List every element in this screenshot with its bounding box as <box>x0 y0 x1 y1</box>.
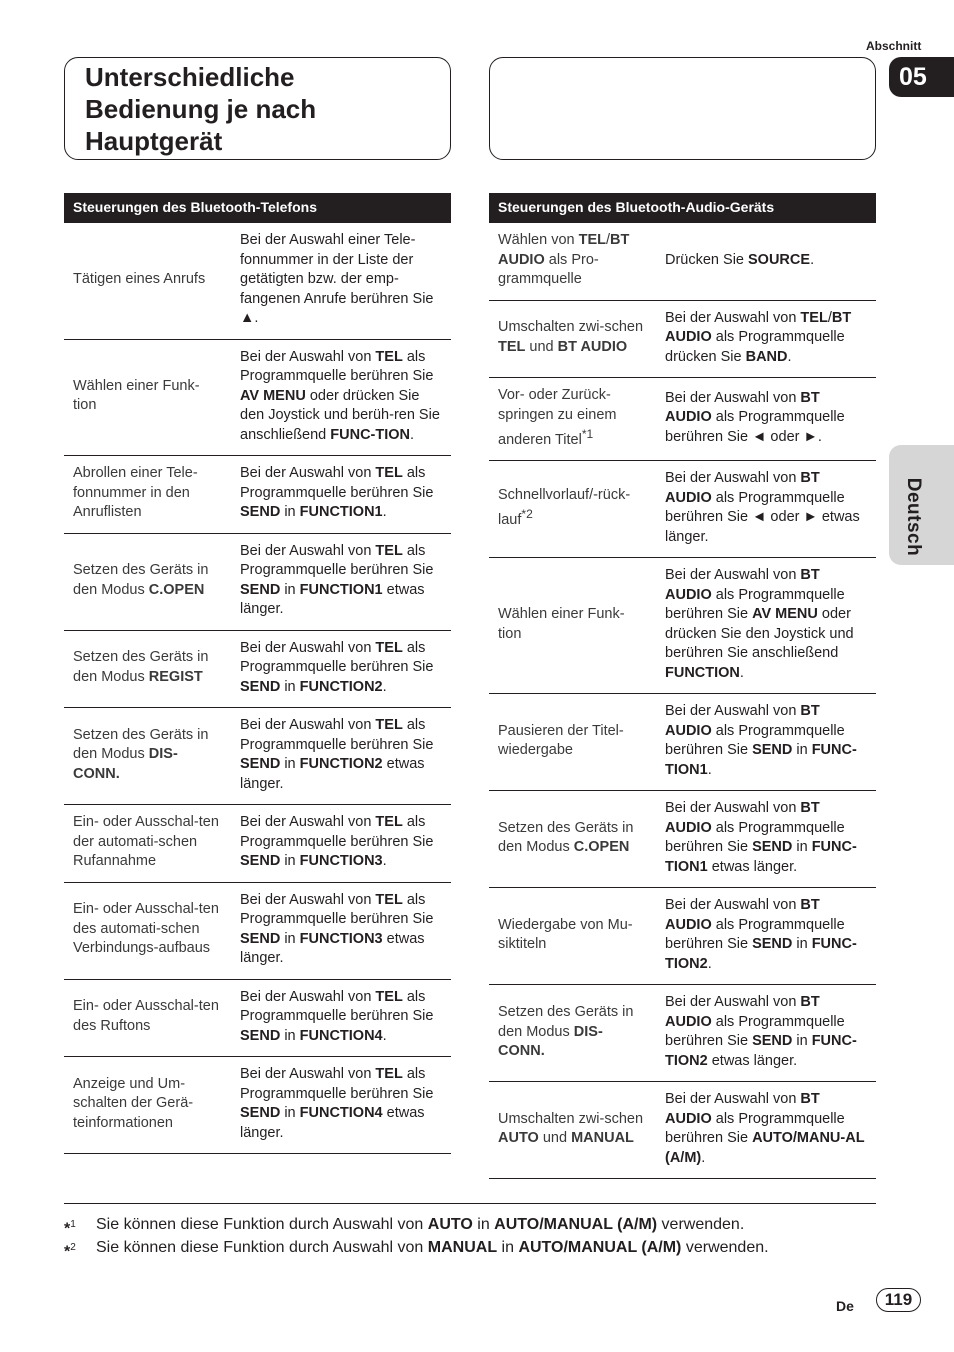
operation-cell: Bei der Auswahl von BT AUDIO als Programmquelle berühren Sie ◄ oder ► etwas länger. <box>656 461 876 558</box>
function-cell: Wählen einer Funk-tion <box>64 339 231 456</box>
operation-cell: Bei der Auswahl einer Tele-fonnummer in der Liste der getätigten bzw. der emp-fangenen Anrufe berühren Sie ▲. <box>231 223 451 339</box>
table-row <box>64 979 451 1057</box>
table-row <box>489 461 876 558</box>
function-cell: Wählen von TEL/BT AUDIO als Pro-grammquelle <box>489 223 656 300</box>
table-row <box>64 708 451 805</box>
table-header: Steuerungen des Bluetooth-Audio-Geräts <box>489 193 876 223</box>
operation-cell: Bei der Auswahl von TEL als Programmquelle berühren Sie SEND in FUNCTION4. <box>231 979 451 1057</box>
section-label: Abschnitt <box>866 39 922 53</box>
bluetooth-audio-controls-table <box>489 193 876 1179</box>
table-row <box>64 223 451 339</box>
operation-cell: Bei der Auswahl von TEL als Programmquelle berühren Sie SEND in FUNCTION2 etwas länger. <box>231 708 451 805</box>
operation-cell: Bei der Auswahl von BT AUDIO als Programmquelle berühren Sie SEND in FUNC-TION2 etwas länger. <box>656 985 876 1082</box>
table-row <box>489 558 876 694</box>
function-cell: Umschalten zwi-schen AUTO und MANUAL <box>489 1082 656 1179</box>
bluetooth-phone-controls-table <box>64 193 451 1154</box>
table-row <box>489 888 876 985</box>
language-code: De <box>836 1298 854 1314</box>
operation-cell: Bei der Auswahl von BT AUDIO als Programmquelle berühren Sie ◄ oder ►. <box>656 378 876 461</box>
table-row <box>489 694 876 791</box>
table-header: Steuerungen des Bluetooth-Telefons <box>64 193 451 223</box>
function-cell: Ein- oder Ausschal-ten der automati-schen Rufannahme <box>64 805 231 883</box>
function-cell: Tätigen eines Anrufs <box>64 223 231 339</box>
operation-cell: Bei der Auswahl von TEL als Programmquelle berühren Sie SEND in FUNCTION2. <box>231 630 451 708</box>
language-side-tab <box>889 445 954 565</box>
table-row <box>64 456 451 534</box>
table-row <box>489 791 876 888</box>
operation-cell: Drücken Sie SOURCE. <box>656 223 876 300</box>
title-box <box>64 57 451 160</box>
chapter-number-tab: 05 <box>889 57 954 97</box>
language-label: Deutsch <box>903 477 924 557</box>
operation-cell: Bei der Auswahl von BT AUDIO als Programmquelle berühren Sie SEND in FUNC-TION1. <box>656 694 876 791</box>
function-cell: Umschalten zwi-schen TEL und BT AUDIO <box>489 300 656 378</box>
function-cell: Abrollen einer Tele-fonnummer in den Anruflisten <box>64 456 231 534</box>
operation-cell: Bei der Auswahl von TEL als Programmquelle berühren Sie SEND in FUNCTION3. <box>231 805 451 883</box>
function-cell: Ein- oder Ausschal-ten des Ruftons <box>64 979 231 1057</box>
operation-cell: Bei der Auswahl von TEL als Programmquelle berühren Sie AV MENU oder drücken Sie den Joystick und berüh-ren Sie anschließend FUNC-TION. <box>231 339 451 456</box>
function-cell: Setzen des Geräts in den Modus C.OPEN <box>64 533 231 630</box>
table-row <box>489 1082 876 1179</box>
function-cell: Ein- oder Ausschal-ten des automati-schen Verbindungs-aufbaus <box>64 882 231 979</box>
empty-title-box <box>489 57 876 160</box>
footnote-marker: *$^1$ <box>64 1219 76 1238</box>
table-row <box>64 630 451 708</box>
function-cell: Vor- oder Zurück-springen zu einem anderen Titel$^{*1}$ <box>489 378 656 461</box>
operation-cell: Bei der Auswahl von BT AUDIO als Programmquelle berühren Sie SEND in FUNC-TION1 etwas länger. <box>656 791 876 888</box>
function-cell: Setzen des Geräts in den Modus DIS-CONN. <box>489 985 656 1082</box>
page-title: Unterschiedliche Bedienung je nach Hauptgerät <box>85 62 317 156</box>
footnote-divider <box>64 1203 876 1204</box>
operation-cell: Bei der Auswahl von BT AUDIO als Programmquelle berühren Sie AUTO/MANU-AL (A/M). <box>656 1082 876 1179</box>
operation-cell: Bei der Auswahl von TEL als Programmquelle berühren Sie SEND in FUNCTION1 etwas länger. <box>231 533 451 630</box>
operation-cell: Bei der Auswahl von TEL als Programmquelle berühren Sie SEND in FUNCTION3 etwas länger. <box>231 882 451 979</box>
function-cell: Setzen des Geräts in den Modus C.OPEN <box>489 791 656 888</box>
footnote-text: Sie können diese Funktion durch Auswahl von AUTO in AUTO/MANUAL (A/M) verwenden. <box>96 1216 745 1233</box>
table-row <box>489 985 876 1082</box>
function-cell: Pausieren der Titel-wiedergabe <box>489 694 656 791</box>
operation-cell: Bei der Auswahl von TEL/BT AUDIO als Programmquelle drücken Sie BAND. <box>656 300 876 378</box>
table-row <box>64 1057 451 1154</box>
table-row <box>64 339 451 456</box>
function-cell: Wählen einer Funk-tion <box>489 558 656 694</box>
footnote-marker: *$^2$ <box>64 1242 76 1261</box>
table-row <box>489 300 876 378</box>
table-row <box>489 223 876 300</box>
function-cell: Schnellvorlauf/-rück-lauf$^{*2}$ <box>489 461 656 558</box>
page-number: 119 <box>876 1288 921 1312</box>
operation-cell: Bei der Auswahl von TEL als Programmquelle berühren Sie SEND in FUNCTION4 etwas länger. <box>231 1057 451 1154</box>
table-row <box>64 882 451 979</box>
table-row <box>64 533 451 630</box>
footnote-text: Sie können diese Funktion durch Auswahl von MANUAL in AUTO/MANUAL (A/M) verwenden. <box>96 1239 769 1256</box>
table-row <box>489 378 876 461</box>
operation-cell: Bei der Auswahl von BT AUDIO als Programmquelle berühren Sie SEND in FUNC-TION2. <box>656 888 876 985</box>
function-cell: Anzeige und Um-schalten der Gerä-teinformationen <box>64 1057 231 1154</box>
table-row <box>64 805 451 883</box>
function-cell: Setzen des Geräts in den Modus REGIST <box>64 630 231 708</box>
operation-cell: Bei der Auswahl von TEL als Programmquelle berühren Sie SEND in FUNCTION1. <box>231 456 451 534</box>
function-cell: Setzen des Geräts in den Modus DIS-CONN. <box>64 708 231 805</box>
function-cell: Wiedergabe von Mu-siktiteln <box>489 888 656 985</box>
operation-cell: Bei der Auswahl von BT AUDIO als Programmquelle berühren Sie AV MENU oder drücken Sie den Joystick und berühren Sie anschließend FUNCTION. <box>656 558 876 694</box>
